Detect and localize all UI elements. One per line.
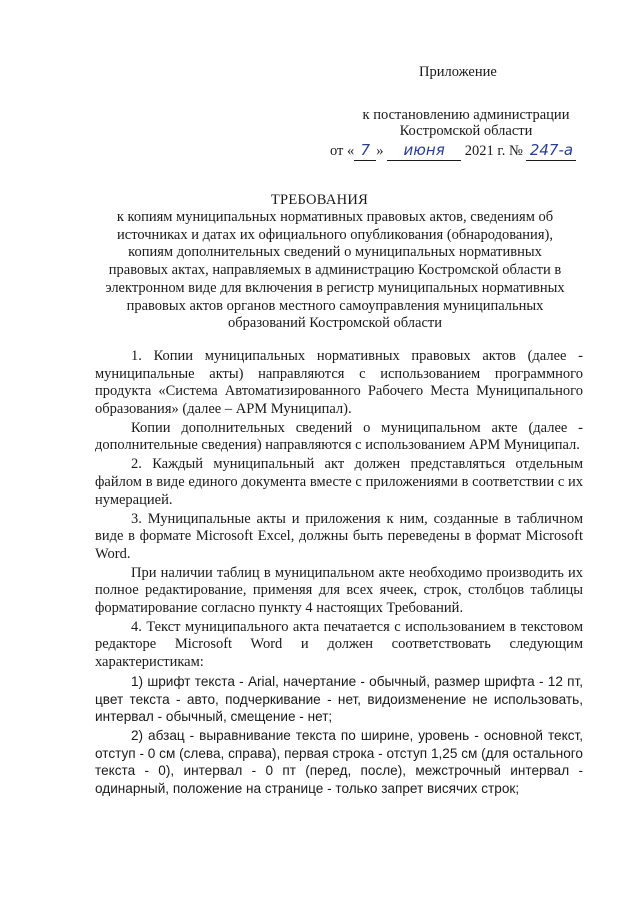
handwritten-number: 247-а bbox=[529, 141, 574, 159]
paragraph-1a: Копии дополнительных сведений о муниципальном акте (далее - дополнительные сведения) направляются с использованием АРМ Муниципал. bbox=[95, 419, 583, 454]
paragraph-2: 2. Каждый муниципальный акт должен представляться отдельным файлом в виде единого документа вместе с приложениями в соответствии с их нумерацией. bbox=[95, 456, 583, 508]
handwritten-day: 7 bbox=[360, 141, 371, 159]
paragraph-4-item-1: 1) шрифт текста - Arial, начертание - обычный, размер шрифта - 12 пт, цвет текста - авто, подчеркивание - нет, видоизменение не использовать, интервал - обычный, смещение - нет; bbox=[95, 674, 583, 725]
paragraph-3a: При наличии таблиц в муниципальном акте необходимо производить их полное редактирование, применяя для всех ячеек, строк, столбцов таблицы форматирование согласно пункту 4 настоящих Требований. bbox=[95, 564, 583, 616]
date-year: 2021 г. № bbox=[464, 143, 523, 159]
document-title: ТРЕБОВАНИЯ bbox=[270, 192, 369, 208]
paragraph-1: 1. Копии муниципальных нормативных правовых актов (далее - муниципальные акты) направляются с использованием программного продукта «Система Автоматизированного Рабочего Места Муниципального образования» (далее – АРМ Муниципал). bbox=[95, 348, 583, 417]
appendix-line-2: Костромской области bbox=[399, 123, 533, 139]
document-subtitle: к копиям муниципальных нормативных правовых актов, сведениям об источниках и датах их официального опубликования (обнародования), копиям дополнительных сведений о муниципальных нормативных правовых актах, направляемых в администрацию Костромской области в электронном виде для включения в регистр муниципальных нормативных правовых актов органов местного самоуправления муниципальных образований Костромской области bbox=[105, 209, 565, 332]
appendix-title: Приложение bbox=[419, 64, 497, 80]
paragraph-4-item-2: 2) абзац - выравнивание текста по ширине, уровень - основной текст, отступ - 0 см (слева, справа), первая строка - отступ 1,25 см (для остального текста - 0), интервал - 0 пт (перед, после), межстрочный интервал - одинарный, положение на странице - только запрет висячих строк; bbox=[95, 728, 583, 796]
appendix-date-line bbox=[330, 141, 576, 161]
paragraph-4: 4. Текст муниципального акта печатается с использованием в текстовом редакторе Microsoft Word и должен соответствовать следующим характеристикам: bbox=[95, 618, 583, 671]
paragraph-3: 3. Муниципальные акты и приложения к ним, созданные в табличном виде в формате Microsoft Excel, должны быть переведены в формат Microsoft Word. bbox=[95, 510, 583, 562]
handwritten-month: июня bbox=[403, 141, 445, 159]
appendix-line-1: к постановлению администрации bbox=[362, 107, 570, 123]
date-prefix: от « bbox=[330, 143, 355, 159]
date-mid: » bbox=[376, 143, 384, 159]
document-body bbox=[95, 348, 583, 799]
